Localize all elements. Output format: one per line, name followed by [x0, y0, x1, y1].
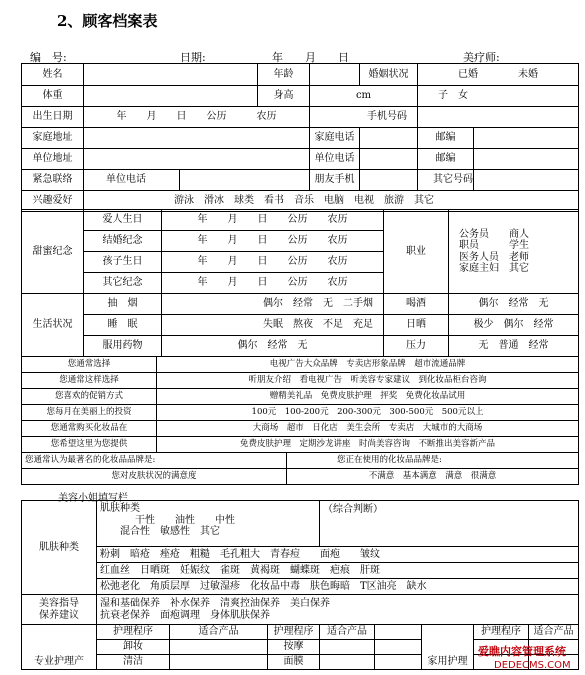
- wedding-anniversary-value[interactable]: 年 月 日 公历 农历: [162, 231, 384, 252]
- name-value[interactable]: [84, 64, 258, 86]
- medication-label: 服用药物: [84, 336, 162, 357]
- watermark-url: DEDECMS.COM: [494, 660, 571, 671]
- work-postcode-label: 邮编: [418, 149, 474, 170]
- massage-label: 按摩: [268, 640, 320, 655]
- home-address-label: 家庭地址: [22, 128, 84, 149]
- height-value[interactable]: cm: [310, 86, 418, 107]
- medication-options[interactable]: 偶尔 经常 无: [162, 336, 384, 357]
- professional-care-label: 专业护理产: [22, 625, 97, 670]
- smoking-label: 抽 烟: [84, 294, 162, 315]
- document-title: 2、顾客档案表: [57, 12, 158, 30]
- sun-exposure-label: 日晒: [384, 315, 449, 336]
- work-address-value[interactable]: [84, 149, 310, 170]
- basic-info-table: [21, 63, 579, 212]
- watermark: [476, 641, 585, 675]
- mobile-value[interactable]: [418, 107, 579, 128]
- survey-table: [21, 356, 579, 485]
- massage-product[interactable]: [320, 640, 375, 655]
- survey-q1: 您通常选择: [22, 357, 157, 373]
- makeup-removal-product[interactable]: [170, 640, 268, 655]
- other-no-value[interactable]: [474, 170, 579, 191]
- home-care-label: 家用护理: [422, 625, 474, 670]
- work-address-label: 单位地址: [22, 149, 84, 170]
- survey-q3: 您喜欢的促销方式: [22, 389, 157, 405]
- survey-a1[interactable]: 电视广告大众品牌 专卖店形象品牌 超市流通品牌: [157, 357, 579, 373]
- watermark-text: 爱瞧内容管理系统: [478, 645, 566, 658]
- other-anniversary-label: 其它纪念: [84, 273, 162, 294]
- friend-mobile-value[interactable]: [360, 170, 418, 191]
- cleansing-product[interactable]: [170, 655, 268, 670]
- care-proc-header-1: 护理程序: [97, 625, 170, 640]
- survey-a3[interactable]: 赠精美礼品 免费皮肤护理 抨奖 免费化妆品试用: [157, 389, 579, 405]
- skin-issues-row3[interactable]: 松弛老化 角质层厚 过敏湿疹 化妆品中毒 肤色晦暗 T区油亮 缺水: [97, 579, 579, 595]
- skin-issues-row2[interactable]: 红血丝 日晒斑 妊娠纹 雀斑 黄褐斑 蝴蝶斑 疤痕 肝斑: [97, 563, 579, 579]
- number-label: 编 号:: [30, 51, 67, 64]
- stress-options[interactable]: 无 普通 经常: [449, 336, 579, 357]
- lifestyle-table: [21, 293, 579, 357]
- overall-judgement[interactable]: （综合判断）: [320, 501, 579, 547]
- marital-label: 婚姻状况: [360, 64, 418, 86]
- anniversary-table: [21, 209, 579, 294]
- work-postcode-value[interactable]: [474, 149, 579, 170]
- survey-a2[interactable]: 听朋友介绍 看电视广告 听美容专家建议 到化妆品柜台咨询: [157, 373, 579, 389]
- care-blank-2[interactable]: [375, 655, 422, 670]
- stress-label: 压力: [384, 336, 449, 357]
- home-tel-value[interactable]: [360, 128, 418, 149]
- mask-label: 面膜: [268, 655, 320, 670]
- beautician-label: 美疗师:: [463, 51, 500, 64]
- advice-label: 美容指导 保养建议: [22, 595, 97, 625]
- survey-q6: 您希望这里为您提供: [22, 437, 157, 453]
- sun-exposure-options[interactable]: 极少 偶尔 经常: [449, 315, 579, 336]
- satisfaction-question: 您对皮肤状况的满意度: [22, 469, 287, 485]
- skin-type-label: 肌肤种类: [22, 501, 97, 595]
- home-tel-label: 家庭电话: [310, 128, 360, 149]
- sleep-options[interactable]: 失眠 熬夜 不足 充足: [162, 315, 384, 336]
- advice-options[interactable]: 湿和基础保养 补水保养 清爽控油保养 美白保养 抗衰老保养 面疱调理 身体肌肤保养: [97, 595, 579, 625]
- marital-options[interactable]: 已婚 未婚: [418, 64, 579, 86]
- emergency-label: 紧急联络: [22, 170, 84, 191]
- famous-brand-question[interactable]: 您通常认为最著名的化妆品品牌是:: [22, 453, 287, 469]
- care-proc-header-3: 护理程序: [474, 625, 529, 640]
- date-fields: 年 月 日: [272, 51, 349, 64]
- spouse-birthday-value[interactable]: 年 月 日 公历 农历: [162, 210, 384, 231]
- home-address-value[interactable]: [84, 128, 310, 149]
- sleep-label: 睡 眠: [84, 315, 162, 336]
- birth-label: 出生日期: [22, 107, 84, 128]
- hobbies-label: 兴趣爱好: [22, 191, 84, 212]
- survey-a6[interactable]: 免费皮肤护理 定期沙龙讲座 时尚美容咨询 不断推出美容新产品: [157, 437, 579, 453]
- birth-value[interactable]: 年 月 日 公历 农历: [84, 107, 310, 128]
- lifestyle-label: 生活状况: [22, 294, 84, 357]
- skin-type-options[interactable]: 肌肤种类 干性 油性 中性 混合性 敏感性 其它: [97, 501, 320, 547]
- children-label: 子 女: [418, 86, 579, 107]
- spouse-birthday-label: 爱人生日: [84, 210, 162, 231]
- survey-a5[interactable]: 大商场 超市 日化店 美生会所 专卖店 大城市的大商场: [157, 421, 579, 437]
- beautician-section-title: 美容小姐填写栏: [58, 493, 128, 504]
- makeup-removal-label: 卸妆: [97, 640, 170, 655]
- age-value[interactable]: [310, 64, 360, 86]
- home-postcode-value[interactable]: [474, 128, 579, 149]
- home-postcode-label: 邮编: [418, 128, 474, 149]
- other-anniversary-value[interactable]: 年 月 日 公历 农历: [162, 273, 384, 294]
- height-label: 身高: [258, 86, 310, 107]
- care-prod-header-1: 适合产品: [170, 625, 268, 640]
- wedding-anniversary-label: 结婚纪念: [84, 231, 162, 252]
- cleansing-label: 清洁: [97, 655, 170, 670]
- satisfaction-options[interactable]: 不满意 基本满意 满意 很满意: [287, 469, 579, 485]
- date-label: 日期:: [180, 51, 206, 64]
- care-prod-header-2: 适合产品: [320, 625, 375, 640]
- emergency-work-tel-value[interactable]: [180, 170, 310, 191]
- hobbies-options[interactable]: 游泳 滑冰 球类 看书 音乐 电脑 电视 旅游 其它: [84, 191, 579, 212]
- friend-mobile-label: 朋友手机: [310, 170, 360, 191]
- work-tel-label: 单位电话: [310, 149, 360, 170]
- other-no-label: 其它号码: [418, 170, 474, 191]
- child-birthday-value[interactable]: 年 月 日 公历 农历: [162, 252, 384, 273]
- survey-q2: 您通常这样选择: [22, 373, 157, 389]
- weight-label: 体重: [22, 86, 84, 107]
- current-brand-question[interactable]: 您正在使用的化妆品品牌是:: [287, 453, 579, 469]
- care-prod-header-3: 适合产品: [529, 625, 579, 640]
- emergency-work-tel-label: 单位电话: [84, 170, 180, 191]
- child-birthday-label: 孩子生日: [84, 252, 162, 273]
- drinking-label: 喝酒: [384, 294, 449, 315]
- name-label: 姓名: [22, 64, 84, 86]
- skin-issues-row1[interactable]: 粉刺 暗疮 痤疮 粗糙 毛孔粗大 青春痘 面疱 皱纹: [97, 547, 579, 563]
- occupation-label: 职业: [384, 210, 449, 294]
- smoking-options[interactable]: 偶尔 经常 无 二手烟: [162, 294, 384, 315]
- weight-value[interactable]: [84, 86, 258, 107]
- work-tel-value[interactable]: [360, 149, 418, 170]
- care-proc-header-2: 护理程序: [268, 625, 320, 640]
- drinking-options[interactable]: 偶尔 经常 无: [449, 294, 579, 315]
- care-blank-header: [375, 625, 422, 640]
- anniversary-label: 甜蜜纪念: [22, 210, 84, 294]
- occupation-options[interactable]: 公务员 商人 职员 学生 医务人员 老师 家庭主妇 其它: [449, 210, 579, 294]
- survey-a4[interactable]: 100元 100-200元 200-300元 300-500元 500元以上: [157, 405, 579, 421]
- mask-product[interactable]: [320, 655, 375, 670]
- survey-q4: 您每月在美丽上的投资: [22, 405, 157, 421]
- survey-q5: 您通常购买化妆品在: [22, 421, 157, 437]
- care-blank-1[interactable]: [375, 640, 422, 655]
- age-label: 年龄: [258, 64, 310, 86]
- mobile-label: 手机号码: [310, 107, 418, 128]
